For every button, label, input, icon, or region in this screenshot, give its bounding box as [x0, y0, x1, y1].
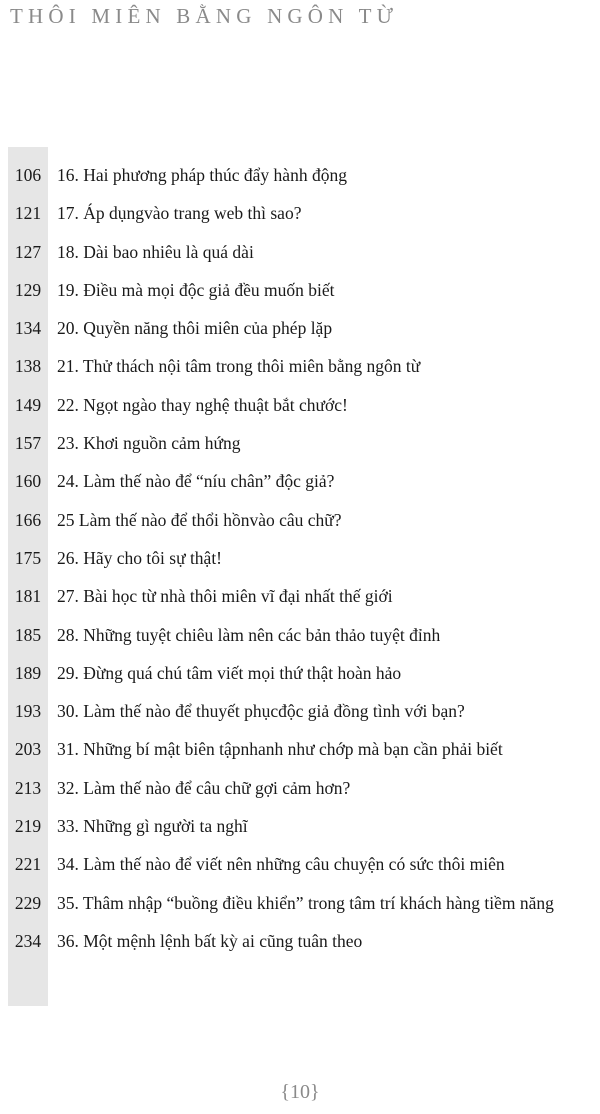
toc-entry-page-number: 175: [14, 547, 42, 568]
toc-entry-title: 22. Ngọt ngào thay nghệ thuật bắt chước!: [57, 394, 348, 415]
toc-entry: [8, 471, 588, 509]
toc-entry-title: 19. Điều mà mọi độc giả đều muốn biết: [57, 279, 335, 300]
running-header: THÔI MIÊN BẰNG NGÔN TỪ: [10, 4, 399, 28]
toc-entry-page-number: 234: [14, 930, 42, 951]
toc-entry: [8, 318, 588, 356]
toc-entry: [8, 548, 588, 586]
toc-entry: [8, 203, 588, 241]
toc-entry-title: 26. Hãy cho tôi sự thật!: [57, 547, 223, 568]
toc-entry-page-number: 166: [14, 509, 42, 530]
toc-entry: [8, 165, 588, 203]
toc-entry-title: 29. Đừng quá chú tâm viết mọi thứ thật hoàn hảo: [57, 662, 402, 683]
toc-entry-title: 17. Áp dụngvào trang web thì sao?: [57, 203, 302, 224]
toc-entry-title: 35. Thâm nhập “buồng điều khiển” trong tâm trí khách hàng tiềm năng: [57, 892, 554, 913]
toc-entry-title: 20. Quyền năng thôi miên của phép lặp: [57, 318, 333, 339]
toc-entry-title: 16. Hai phương pháp thúc đẩy hành động: [57, 165, 347, 185]
toc-entry-page-number: 229: [14, 892, 42, 913]
toc-entry: [8, 739, 588, 777]
toc-entry-title: 34. Làm thế nào để viết nên những câu chuyện có sức thôi miên: [57, 854, 505, 875]
toc-entry: [8, 625, 588, 663]
toc-entry: [8, 510, 588, 548]
toc-entry: [8, 931, 588, 969]
toc-entry: [8, 663, 588, 701]
toc-entry: [8, 701, 588, 739]
toc-entry: [8, 586, 588, 624]
toc-entry-page-number: 160: [14, 471, 42, 492]
table-of-contents: [8, 147, 588, 969]
toc-entry-page-number: 189: [14, 662, 42, 683]
toc-entry-page-number: 149: [14, 394, 42, 415]
page-folio: {10}: [280, 1081, 320, 1103]
toc-entry: [8, 433, 588, 471]
toc-entry-page-number: 157: [14, 433, 42, 454]
toc-entry: [8, 356, 588, 394]
toc-entry-title: 18. Dài bao nhiêu là quá dài: [57, 241, 254, 262]
toc-entry: [8, 242, 588, 280]
toc-entry-page-number: 129: [14, 279, 42, 300]
toc-entry-page-number: 134: [14, 318, 42, 339]
toc-entry-title: 30. Làm thế nào để thuyết phụcđộc giả đồng tình với bạn?: [57, 701, 465, 722]
toc-entry-page-number: 181: [14, 586, 42, 607]
toc-entry: [8, 816, 588, 854]
toc-list: [8, 147, 588, 969]
toc-entry-title: 27. Bài học từ nhà thôi miên vĩ đại nhất thế giới: [57, 586, 393, 607]
toc-entry-title: 36. Một mệnh lệnh bất kỳ ai cũng tuân theo: [57, 930, 363, 951]
toc-entry-page-number: 221: [14, 854, 42, 875]
toc-entry-page-number: 193: [14, 701, 42, 722]
toc-entry-title: 23. Khơi nguồn cảm hứng: [57, 433, 241, 454]
toc-entry: [8, 395, 588, 433]
toc-entry-page-number: 106: [14, 165, 42, 185]
toc-entry-page-number: 121: [14, 203, 42, 224]
toc-entry-page-number: 185: [14, 624, 42, 645]
toc-entry-title: 32. Làm thế nào để câu chữ gợi cảm hơn?: [57, 777, 351, 798]
toc-entry-title: 28. Những tuyệt chiêu làm nên các bản thảo tuyệt đỉnh: [57, 624, 441, 645]
toc-entry: [8, 893, 588, 931]
toc-entry-title: 25 Làm thế nào để thổi hồnvào câu chữ?: [57, 509, 342, 530]
toc-entry-page-number: 127: [14, 241, 42, 262]
toc-entry-page-number: 138: [14, 356, 42, 377]
toc-entry: [8, 854, 588, 892]
toc-entry-title: 24. Làm thế nào để “níu chân” độc giả?: [57, 471, 335, 492]
toc-entry-page-number: 203: [14, 739, 42, 760]
toc-entry-page-number: 219: [14, 816, 42, 837]
toc-entry: [8, 280, 588, 318]
toc-entry: [8, 778, 588, 816]
toc-entry-title: 33. Những gì người ta nghĩ: [57, 816, 248, 837]
toc-entry-page-number: 213: [14, 777, 42, 798]
toc-entry-title: 31. Những bí mật biên tậpnhanh như chớp mà bạn cần phải biết: [57, 739, 503, 760]
toc-entry-title: 21. Thử thách nội tâm trong thôi miên bằng ngôn từ: [57, 356, 421, 377]
